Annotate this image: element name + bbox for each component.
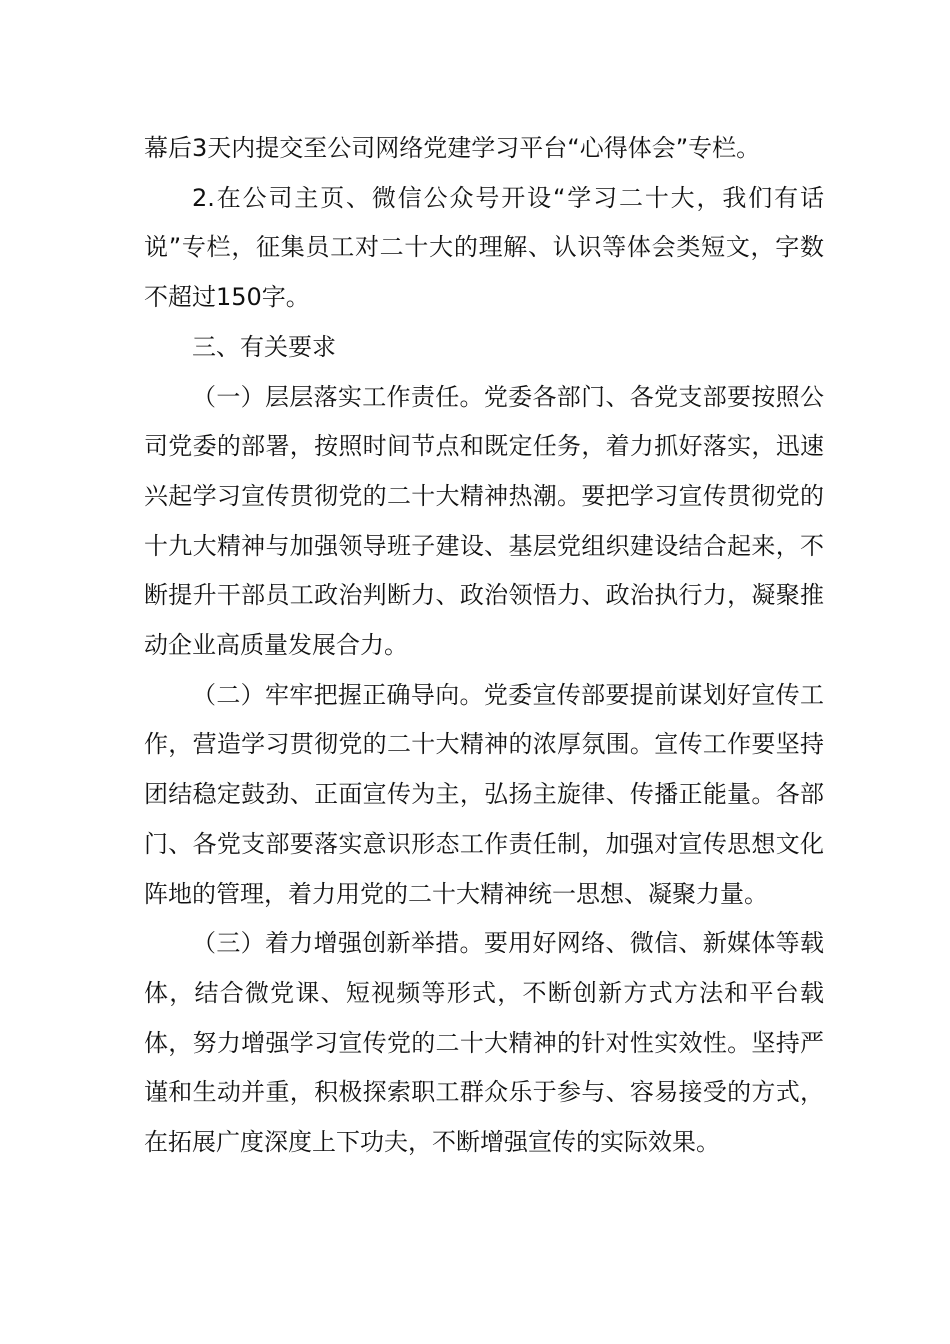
paragraph-item-2: 2.在公司主页、微信公众号开设“学习二十大，我们有话说”专栏，征集员工对二十大的理解、认识等体会类短文，字数不超过150字。 (144, 183, 824, 312)
paragraph-requirement-1: （一）层层落实工作责任。党委各部门、各党支部要按照公司党委的部署，按照时间节点和既定任务，着力抓好落实，迅速兴起学习宣传贯彻党的二十大精神热潮。要把学习宣传贯彻党的十九大精神与加强领导班子建设、基层党组织建设结合起来，不断提升干部员工政治判断力、政治领悟力、政治执行力，凝聚推动企业高质量发展合力。 (144, 382, 824, 660)
paragraph-requirement-3: （三）着力增强创新举措。要用好网络、微信、新媒体等载体，结合微党课、短视频等形式，不断创新方式方法和平台载体，努力增强学习宣传党的二十大精神的针对性实效性。坚持严谨和生动并重，积极探索职工群众乐于参与、容易接受的方式，在拓展广度深度上下功夫，不断增强宣传的实际效果。 (144, 929, 824, 1157)
paragraph-requirement-2: （二）牢牢把握正确导向。党委宣传部要提前谋划好宣传工作，营造学习贯彻党的二十大精神的浓厚氛围。宣传工作要坚持团结稳定鼓劲、正面宣传为主，弘扬主旋律、传播正能量。各部门、各党支部要落实意识形态工作责任制，加强对宣传思想文化阵地的管理，着力用党的二十大精神统一思想、凝聚力量。 (144, 680, 824, 908)
paragraph-continuation: 幕后3天内提交至公司网络党建学习平台“心得体会”专栏。 (144, 134, 761, 162)
section-heading-requirements: 三、有关要求 (192, 332, 336, 361)
document-body (144, 124, 824, 1168)
